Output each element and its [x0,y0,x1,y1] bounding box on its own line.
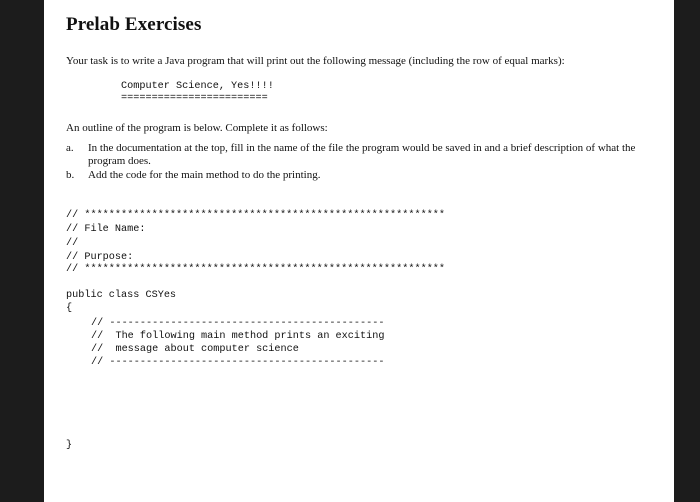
step-marker: a. [66,142,74,154]
step-item [66,142,666,168]
step-text: In the documentation at the top, fill in the name of the file the program would be saved in and a brief description of what the program does. [88,142,636,167]
step-item [66,169,666,182]
header-stars-top: // *********************************************************** [66,210,446,221]
step-text: Add the code for the main method to do the printing. [88,169,321,181]
purpose-comment: // Purpose: [66,252,134,263]
method-comment-2: // message about computer science [91,344,299,355]
header-stars-bottom: // *********************************************************** [66,264,446,275]
steps-list [66,142,666,183]
step-marker: b. [66,169,75,181]
intro-text: Your task is to write a Java program that will print out the following message (including the row of equal marks): [66,55,565,67]
file-name-comment: // File Name: [66,224,146,235]
equals-line: ======================== [121,93,268,104]
dash-comment-bottom: // --------------------------------------------- [91,357,385,368]
dash-comment-top: // --------------------------------------------- [91,318,385,329]
close-brace: } [66,440,73,451]
outline-text: An outline of the program is below. Complete it as follows: [66,122,328,134]
document-page [44,0,674,502]
message-line: Computer Science, Yes!!!! [121,81,274,92]
blank-comment: // [66,238,79,249]
method-comment-1: // The following main method prints an exciting [91,331,385,342]
class-declaration: public class CSYes [66,290,177,301]
page-title: Prelab Exercises [66,14,202,35]
open-brace: { [66,303,73,314]
